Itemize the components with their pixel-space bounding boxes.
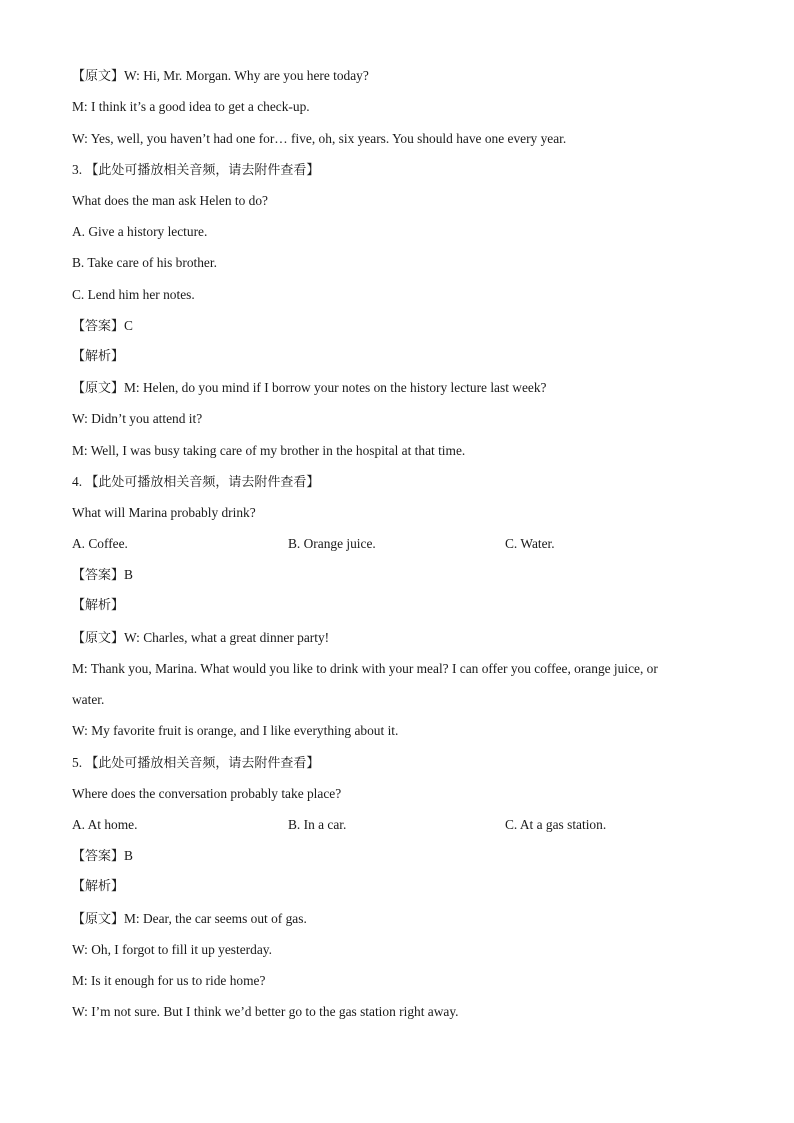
question-5-answer — [72, 848, 133, 865]
transcript-line — [72, 380, 546, 397]
transcript-text: W: Charles, what a great dinner party! — [124, 630, 330, 645]
transcript-line: M: Well, I was busy taking care of my brother in the hospital at that time. — [72, 443, 466, 458]
transcript-tag: 【原文】 — [72, 912, 125, 927]
audio-link[interactable]: 【此处可播放相关音频，请去附件查看】 — [85, 475, 320, 490]
transcript-line — [72, 68, 369, 85]
question-3-option-c: C. Lend him her notes. — [72, 287, 195, 302]
question-4-text: What will Marina probably drink? — [72, 505, 256, 520]
transcript-line — [72, 911, 307, 928]
answer-value: B — [124, 848, 133, 863]
transcript-tag: 【原文】 — [72, 69, 125, 84]
question-5-text: Where does the conversation probably take place? — [72, 786, 342, 801]
question-3-answer — [72, 318, 133, 335]
question-5-option-a: A. At home. — [72, 817, 138, 832]
question-number: 5. — [72, 755, 83, 770]
audio-link[interactable]: 【此处可播放相关音频，请去附件查看】 — [85, 163, 320, 178]
question-number: 3. — [72, 162, 83, 177]
transcript-line: W: Yes, well, you haven’t had one for… five, oh, six years. You should have one every year. — [72, 131, 567, 146]
question-3-option-b: B. Take care of his brother. — [72, 255, 217, 270]
transcript-line: M: Thank you, Marina. What would you like to drink with your meal? I can offer you coffee, orange juice, or — [72, 661, 658, 676]
transcript-text: M: Dear, the car seems out of gas. — [124, 911, 307, 926]
question-5-option-b: B. In a car. — [288, 817, 347, 832]
question-3-header — [72, 162, 319, 179]
answer-value: B — [124, 567, 133, 582]
question-5-header — [72, 755, 319, 772]
answer-tag: 【答案】 — [72, 568, 125, 583]
question-4-option-c: C. Water. — [505, 536, 555, 551]
transcript-tag: 【原文】 — [72, 631, 125, 646]
transcript-line: M: I think it’s a good idea to get a check-up. — [72, 99, 310, 114]
question-3-option-a: A. Give a history lecture. — [72, 224, 208, 239]
question-4-analysis: 【解析】 — [72, 598, 125, 613]
question-3-analysis: 【解析】 — [72, 349, 125, 364]
transcript-line: W: I’m not sure. But I think we’d better go to the gas station right away. — [72, 1004, 459, 1019]
transcript-tag: 【原文】 — [72, 381, 125, 396]
answer-tag: 【答案】 — [72, 849, 125, 864]
question-4-option-a: A. Coffee. — [72, 536, 128, 551]
question-4-answer — [72, 567, 133, 584]
transcript-text: W: Hi, Mr. Morgan. Why are you here today? — [124, 68, 369, 83]
transcript-line — [72, 630, 329, 647]
question-5-option-c: C. At a gas station. — [505, 817, 607, 832]
question-number: 4. — [72, 474, 83, 489]
transcript-line: M: Is it enough for us to ride home? — [72, 973, 266, 988]
question-3-text: What does the man ask Helen to do? — [72, 193, 268, 208]
transcript-line: W: My favorite fruit is orange, and I like everything about it. — [72, 723, 399, 738]
transcript-text: M: Helen, do you mind if I borrow your notes on the history lecture last week? — [124, 380, 547, 395]
answer-tag: 【答案】 — [72, 319, 125, 334]
question-4-header — [72, 474, 319, 491]
transcript-line: W: Oh, I forgot to fill it up yesterday. — [72, 942, 272, 957]
transcript-line: W: Didn’t you attend it? — [72, 411, 203, 426]
audio-link[interactable]: 【此处可播放相关音频，请去附件查看】 — [85, 756, 320, 771]
question-4-option-b: B. Orange juice. — [288, 536, 376, 551]
transcript-line: water. — [72, 692, 105, 707]
question-5-analysis: 【解析】 — [72, 879, 125, 894]
answer-value: C — [124, 318, 133, 333]
